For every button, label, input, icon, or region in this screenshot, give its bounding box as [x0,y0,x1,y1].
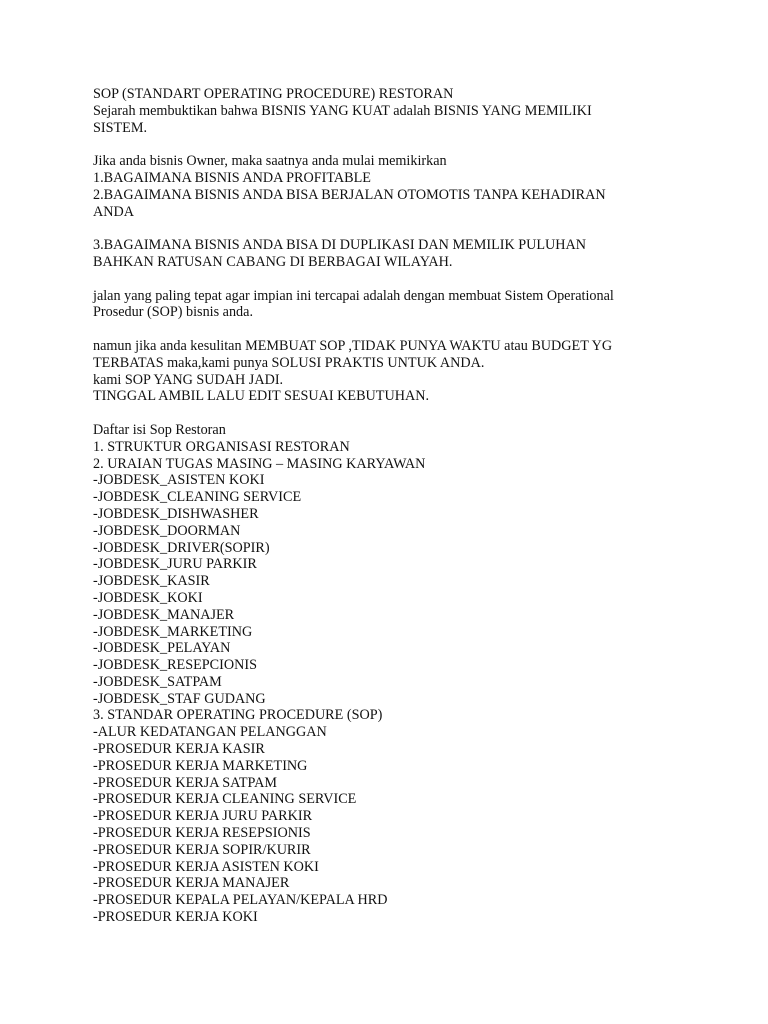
question-2: 2.BAGAIMANA BISNIS ANDA BISA BERJALAN OTOMOTIS TANPA KEHADIRAN [93,186,606,203]
toc-section-1: 1. STRUKTUR ORGANISASI RESTORAN [93,438,350,455]
offer-text: TINGGAL AMBIL LALU EDIT SESUAI KEBUTUHAN. [93,388,430,405]
procedure-item: -ALUR KEDATANGAN PELANGGAN [93,724,327,741]
intro-line: SISTEM. [93,119,147,136]
procedure-item: -PROSEDUR KERJA KOKI [93,909,258,926]
procedure-item: -PROSEDUR KERJA SATPAM [93,774,277,791]
jobdesk-item: -JOBDESK_CLEANING SERVICE [93,489,302,506]
owner-intro: Jika anda bisnis Owner, maka saatnya anda mulai memikirkan [93,153,447,170]
paragraph-gap [93,271,693,288]
procedure-item: -PROSEDUR KERJA KASIR [93,741,265,758]
procedure-item: -PROSEDUR KERJA CLEANING SERVICE [93,791,357,808]
jobdesk-item: -JOBDESK_RESEPCIONIS [93,657,257,674]
document-title: SOP (STANDART OPERATING PROCEDURE) RESTORAN [93,86,454,102]
procedure-item: -PROSEDUR KERJA MANAJER [93,875,290,892]
solution-text: Prosedur (SOP) bisnis anda. [93,304,253,321]
jobdesk-item: -JOBDESK_MARKETING [93,623,253,640]
paragraph-gap [93,405,693,422]
jobdesk-item: -JOBDESK_JURU PARKIR [93,556,257,573]
document-page [93,86,693,926]
jobdesk-item: -JOBDESK_KOKI [93,589,203,606]
jobdesk-list [93,472,693,707]
procedure-item: -PROSEDUR KERJA JURU PARKIR [93,808,313,825]
procedure-item: -PROSEDUR KEPALA PELAYAN/KEPALA HRD [93,892,388,909]
question-3: 3.BAGAIMANA BISNIS ANDA BISA DI DUPLIKASI DAN MEMILIK PULUHAN [93,237,587,254]
offer-text: kami SOP YANG SUDAH JADI. [93,371,284,388]
jobdesk-item: -JOBDESK_DRIVER(SOPIR) [93,539,270,556]
question-1: 1.BAGAIMANA BISNIS ANDA PROFITABLE [93,169,371,186]
paragraph-gap [93,136,693,153]
procedure-item: -PROSEDUR KERJA MARKETING [93,757,308,774]
procedure-list [93,724,693,926]
jobdesk-item: -JOBDESK_MANAJER [93,606,235,623]
jobdesk-item: -JOBDESK_DISHWASHER [93,505,259,522]
intro-line: Sejarah membuktikan bahwa BISNIS YANG KUAT adalah BISNIS YANG MEMILIKI [93,102,592,119]
jobdesk-item: -JOBDESK_ASISTEN KOKI [93,472,265,489]
toc-section-2: 2. URAIAN TUGAS MASING – MASING KARYAWAN [93,455,426,472]
question-3: BAHKAN RATUSAN CABANG DI BERBAGAI WILAYAH. [93,253,453,270]
jobdesk-item: -JOBDESK_KASIR [93,573,210,590]
jobdesk-item: -JOBDESK_DOORMAN [93,522,241,539]
solution-text: jalan yang paling tepat agar impian ini tercapai adalah dengan membuat Sistem Operational [93,287,614,304]
offer-text: TERBATAS maka,kami punya SOLUSI PRAKTIS UNTUK ANDA. [93,354,485,371]
procedure-item: -PROSEDUR KERJA ASISTEN KOKI [93,858,319,875]
procedure-item: -PROSEDUR KERJA SOPIR/KURIR [93,841,311,858]
toc-title: Daftar isi Sop Restoran [93,421,226,438]
paragraph-gap [93,220,693,237]
offer-text: namun jika anda kesulitan MEMBUAT SOP ,TIDAK PUNYA WAKTU atau BUDGET YG [93,337,613,354]
jobdesk-item: -JOBDESK_PELAYAN [93,640,231,657]
toc-section-3: 3. STANDAR OPERATING PROCEDURE (SOP) [93,707,383,724]
jobdesk-item: -JOBDESK_SATPAM [93,673,222,690]
jobdesk-item: -JOBDESK_STAF GUDANG [93,690,266,707]
procedure-item: -PROSEDUR KERJA RESEPSIONIS [93,825,311,842]
question-2: ANDA [93,203,134,220]
paragraph-gap [93,321,693,338]
